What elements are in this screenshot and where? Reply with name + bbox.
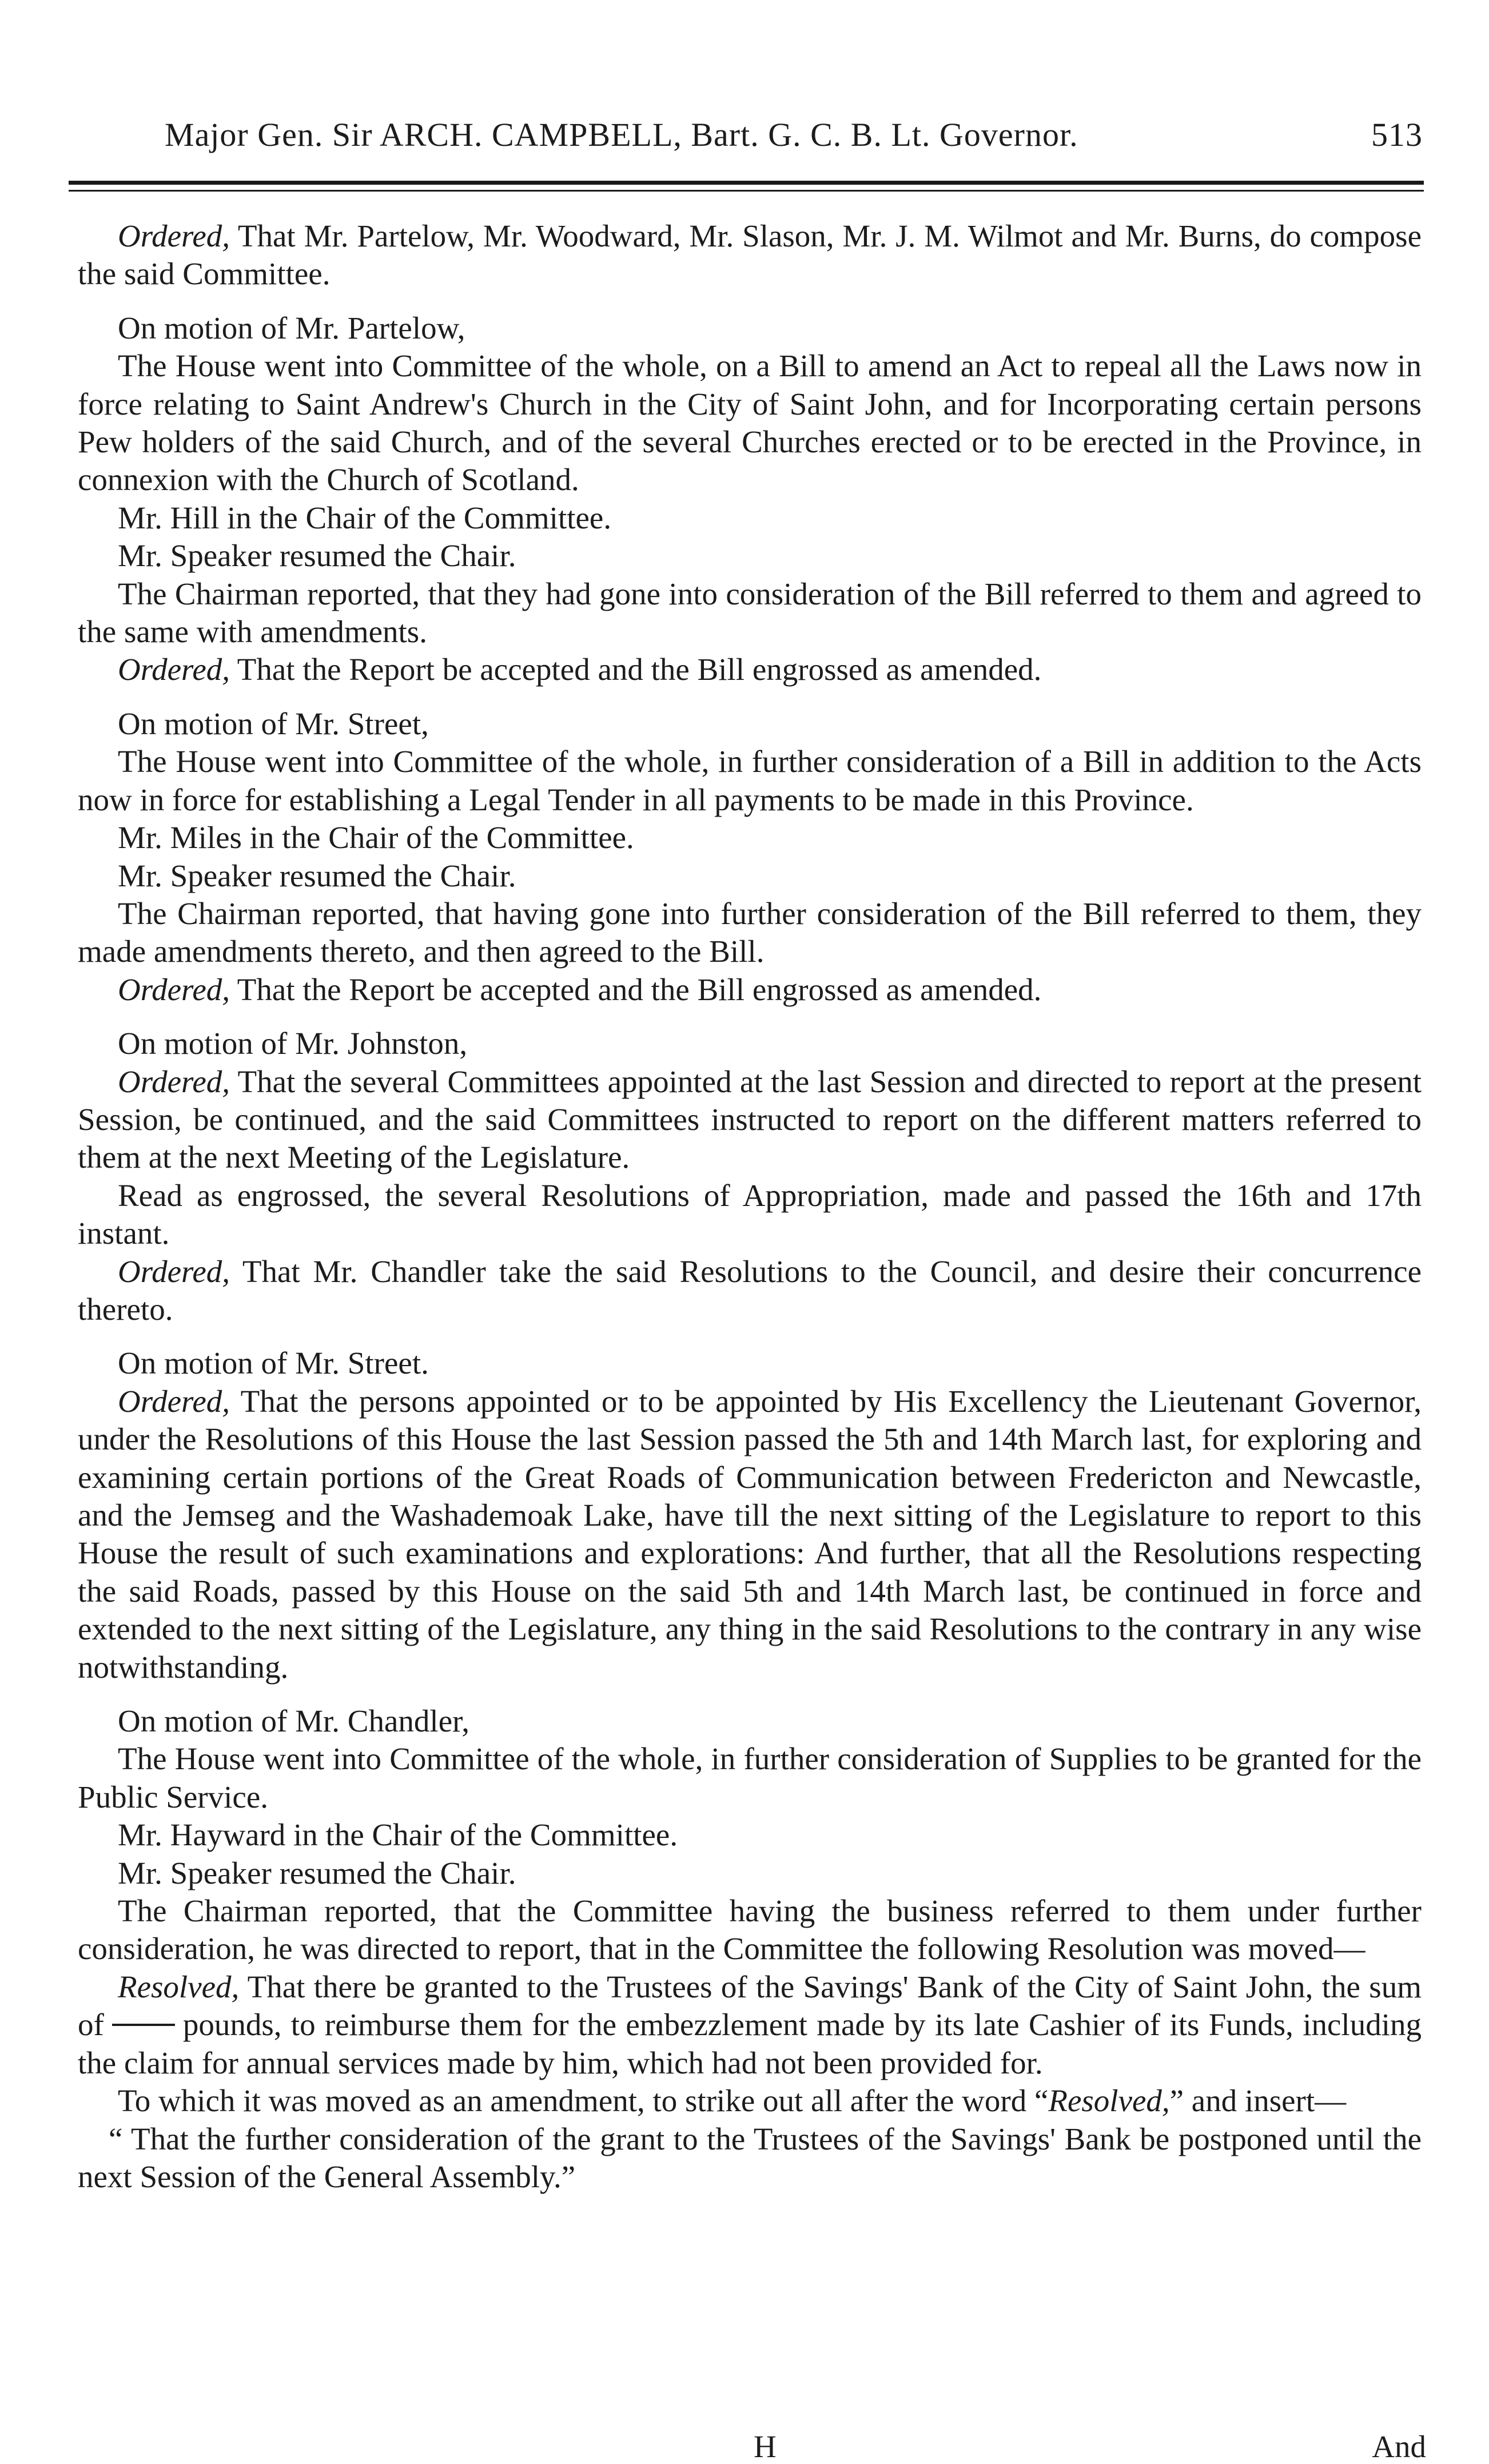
- paragraph-committee-church-bill: The House went into Committee of the whole, on a Bill to amend an Act to repeal all the Laws now in force relating to Saint Andrew's Church in the City of Saint John, and for Incorporating certain persons Pew holders of the said Church, and of the several Churches erected or to be erected in the Province, in connexion with the Church of Scotland.: [78, 348, 1422, 497]
- running-head-title: Major Gen. Sir ARCH. CAMPBELL, Bart. G. C. B. Lt. Governor.: [165, 116, 1078, 153]
- paragraph-ordered-committees-continued: Ordered, That the several Committees appointed at the last Session and directed to report at the present Session, be continued, and the said Committees instructed to report on the different matters referred to them at the next Meeting of the Legislature.: [78, 1064, 1422, 1175]
- paragraph-motion-street: On motion of Mr. Street,: [118, 706, 429, 741]
- paragraph-motion-chandler: On motion of Mr. Chandler,: [118, 1703, 469, 1739]
- paragraph-resolved-savings-bank: Resolved, That there be granted to the Trustees of the Savings' Bank of the City of Saint John, the sum of pounds, to reimburse them for the embezzlement made by its late Cashier of its Funds, including the claim for annual services made by him, which had not been provided for.: [78, 1969, 1422, 2080]
- paragraph-speaker-resumed: Mr. Speaker resumed the Chair.: [118, 858, 516, 893]
- journal-text: [78, 217, 1422, 2196]
- paragraph-committee-supplies: The House went into Committee of the whole, in further consideration of Supplies to be granted for the Public Service.: [78, 1741, 1422, 1814]
- page-number: 513: [1371, 116, 1423, 153]
- paragraph-ordered-chandler: Ordered, That Mr. Chandler take the said Resolutions to the Council, and desire their concurrence thereto.: [78, 1253, 1422, 1327]
- page-footer: [0, 2431, 1489, 2462]
- paragraph-chair-miles: Mr. Miles in the Chair of the Committee.: [118, 820, 634, 855]
- paragraph-motion-partelow: On motion of Mr. Partelow,: [118, 310, 465, 345]
- paragraph-motion-johnston: On motion of Mr. Johnston,: [118, 1026, 468, 1061]
- blank-amount-line: [112, 2024, 175, 2026]
- paragraph-chairman-reported: The Chairman reported, that the Committee having the business referred to them under further consideration, he was directed to report, that in the Committee the following Resolution was moved—: [78, 1893, 1422, 1967]
- paragraph-speaker-resumed: Mr. Speaker resumed the Chair.: [118, 1855, 516, 1890]
- paragraph-chair-hill: Mr. Hill in the Chair of the Committee.: [118, 500, 612, 535]
- paragraph-chairman-reported: The Chairman reported, that having gone into further consideration of the Bill referred to them, they made amendments thereto, and then agreed to the Bill.: [78, 895, 1422, 969]
- paragraph-amendment: To which it was moved as an amendment, to strike out all after the word “Resolved,” and insert—: [118, 2083, 1347, 2119]
- paragraph-chairman-reported: The Chairman reported, that they had gone into consideration of the Bill referred to them and agreed to the same with amendments.: [78, 576, 1422, 650]
- paragraph-ordered-report: Ordered, That the Report be accepted and the Bill engrossed as amended.: [118, 652, 1042, 687]
- paragraph-ordered-committee: Ordered, That Mr. Partelow, Mr. Woodward, Mr. Slason, Mr. J. M. Wilmot and Mr. Burns, do compose the said Committee.: [78, 218, 1422, 292]
- paragraph-chair-hayward: Mr. Hayward in the Chair of the Committee.: [118, 1817, 678, 1853]
- paragraph-ordered-report: Ordered, That the Report be accepted and the Bill engrossed as amended.: [118, 972, 1042, 1007]
- header-rule: [69, 181, 1424, 192]
- paragraph-ordered-roads: Ordered, That the persons appointed or to be appointed by His Excellency the Lieutenant Governor, under the Resolutions of this House the last Session passed the 5th and 14th March last, for exploring and examining certain portions of the Great Roads of Communication between Fredericton and Newcastle, and the Jemseg and the Washademoak Lake, have till the next sitting of the Legislature to report to this House the result of such examinations and explorations: And further, that all the Resolutions respecting the said Roads, passed by this House on the said 5th and 14th March last, be continued in force and extended to the next sitting of the Legislature, any thing in the said Resolutions to the contrary in any wise notwithstanding.: [78, 1383, 1422, 1685]
- paragraph-amendment-quote: “ That the further consideration of the grant to the Trustees of the Savings' Bank be postponed until the next Session of the General Assembly.”: [78, 2121, 1422, 2194]
- paragraph-speaker-resumed: Mr. Speaker resumed the Chair.: [118, 538, 516, 574]
- running-head: [165, 112, 1423, 158]
- signature-mark: H: [754, 2429, 777, 2464]
- paragraph-read-engrossed: Read as engrossed, the several Resolutions of Appropriation, made and passed the 16th and 17th instant.: [78, 1177, 1422, 1251]
- paragraph-motion-street: On motion of Mr. Street.: [118, 1346, 429, 1381]
- paragraph-committee-legal-tender: The House went into Committee of the whole, in further consideration of a Bill in addition to the Acts now in force for establishing a Legal Tender in all payments to be made in this Province.: [78, 744, 1422, 817]
- catchword: And: [1372, 2429, 1426, 2464]
